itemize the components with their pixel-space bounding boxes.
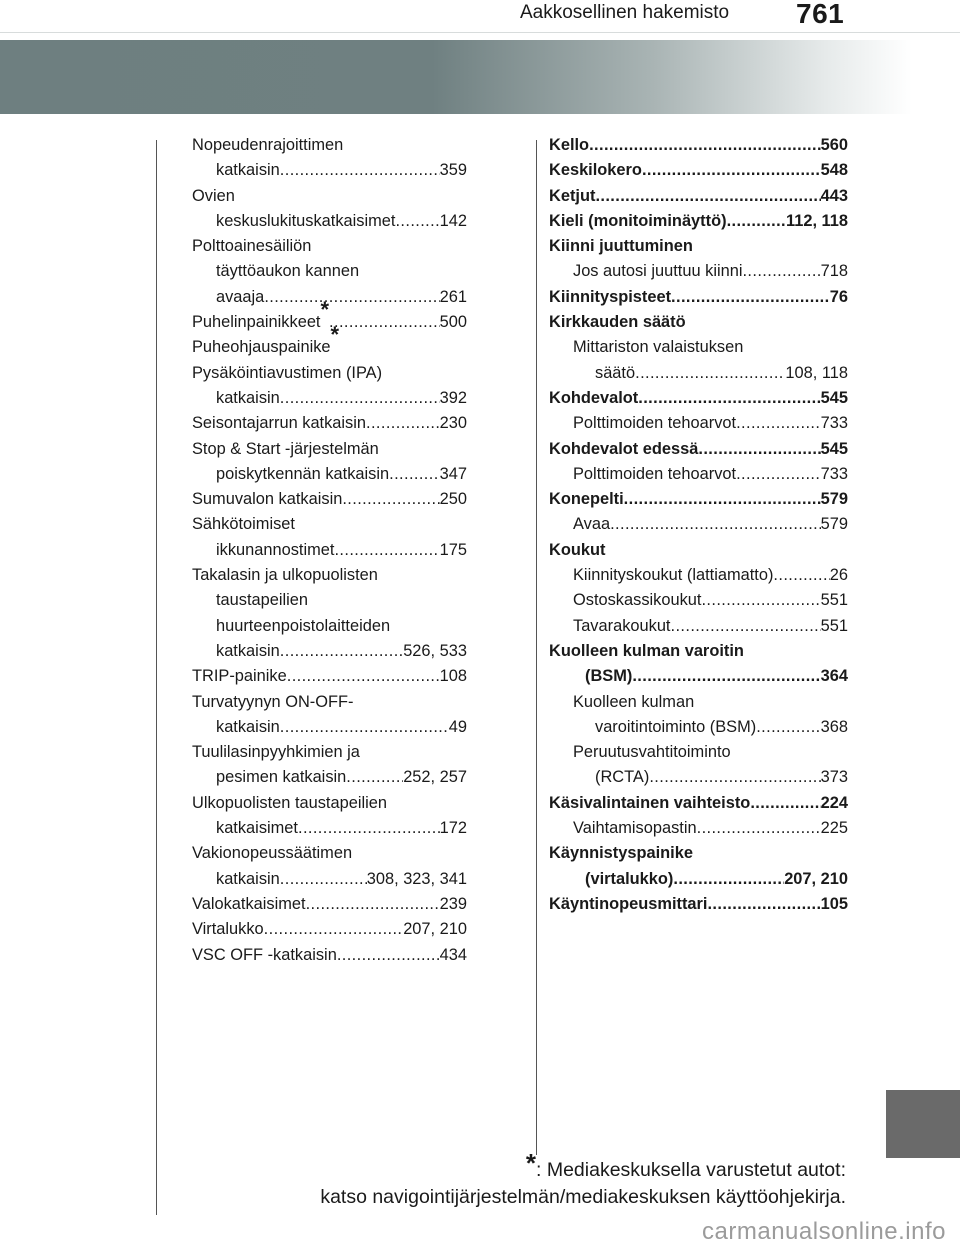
index-entry-term: Ostoskassikoukut: [573, 591, 702, 610]
index-entry-term: Peruutusvahtitoiminto: [573, 743, 731, 762]
index-entry-page: 718: [820, 262, 848, 281]
index-entry: [549, 588, 848, 613]
dot-leader: [366, 411, 440, 436]
index-entry: [192, 740, 467, 765]
index-entry: [192, 917, 467, 942]
index-entry-term: avaaja: [216, 287, 265, 306]
index-entry: [549, 841, 848, 866]
dot-leader: [727, 209, 786, 234]
index-entry-term: Seisontajarrun katkaisin: [192, 414, 367, 433]
index-entry-term: poiskytkennän katkaisin: [216, 464, 390, 483]
index-entry-page: 364: [820, 667, 848, 686]
dot-leader: [346, 765, 403, 790]
index-entry: [192, 386, 467, 411]
index-entry-term: (BSM): [585, 667, 633, 686]
index-entry-term: Vaihtamisopastin: [573, 819, 697, 838]
dot-leader: [264, 917, 404, 942]
index-entry: [549, 740, 848, 765]
index-entry-page: 359: [439, 161, 467, 180]
index-entry-term: Kiinnityskoukut (lattiamatto): [573, 566, 774, 585]
index-entry: [549, 209, 848, 234]
index-entry: [192, 614, 467, 639]
dot-leader: [610, 512, 821, 537]
index-entry: [192, 765, 467, 790]
index-entry: [549, 639, 848, 664]
index-entry-page: 733: [820, 464, 848, 483]
index-entry-term: katkaisin: [216, 161, 280, 180]
index-entry-page: 230: [439, 414, 467, 433]
dot-leader: [337, 943, 440, 968]
index-entry: [549, 614, 848, 639]
index-entry-page: 545: [820, 388, 848, 407]
index-entry-page: 373: [820, 768, 848, 787]
index-entry-page: 545: [820, 439, 848, 458]
index-entry: [549, 462, 848, 487]
index-entry: [192, 361, 467, 386]
index-entry: [192, 487, 467, 512]
dot-leader: [280, 158, 440, 183]
index-entry: [192, 259, 467, 284]
index-entry-page: 560: [820, 136, 848, 154]
index-entry-page: 579: [820, 490, 848, 509]
index-entry-term: Ovien: [192, 186, 235, 205]
index-entry-term: Virtalukko: [192, 920, 264, 939]
index-entry-term: Kuolleen kulman: [573, 692, 695, 711]
dot-leader: [389, 462, 440, 487]
index-entry-term: Vakionopeussäätimen: [192, 844, 353, 863]
index-entry-term: Pysäköintiavustimen (IPA): [192, 363, 383, 382]
index-entry: [192, 816, 467, 841]
dot-leader: [298, 816, 440, 841]
index-entry-page: 207, 210: [784, 869, 848, 888]
index-entry: [192, 791, 467, 816]
index-entry-term: Käsivalintainen vaihteisto: [549, 793, 751, 812]
index-column-right: [549, 133, 848, 917]
index-entry: [549, 816, 848, 841]
dot-leader: [635, 361, 785, 386]
index-entry-page: 733: [820, 414, 848, 433]
index-entry: [192, 664, 467, 689]
index-entry: [549, 234, 848, 259]
index-entry: [192, 158, 467, 183]
index-entry: [549, 361, 848, 386]
index-entry-term: Sähkötoimiset: [192, 515, 295, 534]
index-entry-page: 368: [820, 717, 848, 736]
index-entry-page: 105: [820, 894, 848, 913]
index-entry-page: 239: [439, 894, 467, 913]
index-entry-term: (RCTA): [595, 768, 650, 787]
index-entry-page: 76: [829, 287, 848, 306]
index-entry: [192, 867, 467, 892]
index-entry-term: katkaisin: [216, 717, 280, 736]
index-entry: [192, 892, 467, 917]
index-entry-term: katkaisin: [216, 641, 280, 660]
index-entry-page: 347: [439, 464, 467, 483]
index-entry-page: 500: [439, 313, 467, 332]
index-entry-term: Kiinni juuttuminen: [549, 237, 693, 256]
column-divider: [536, 140, 537, 1155]
index-entry: [549, 867, 848, 892]
watermark: carmanualsonline.info: [702, 1218, 946, 1245]
footnote-ref: *: [320, 297, 330, 323]
index-entry: [549, 715, 848, 740]
index-entry-term: Stop & Start -järjestelmän: [192, 439, 379, 458]
index-entry-page: 112, 118: [786, 211, 848, 230]
index-entry-page: 252, 257: [403, 768, 467, 787]
index-entry-term: pesimen katkaisin: [216, 768, 347, 787]
index-entry-term: Takalasin ja ulkopuolisten: [192, 566, 378, 585]
index-entry: [549, 411, 848, 436]
index-entry-term: Kieli (monitoiminäyttö): [549, 211, 727, 230]
dot-leader: [329, 310, 440, 335]
index-entry-term: Tuulilasinpyyhkimien ja: [192, 743, 360, 762]
index-entry: [192, 209, 467, 234]
index-entry-term: Koukut: [549, 540, 606, 559]
index-entry: [549, 184, 848, 209]
index-entry-term: säätö: [595, 363, 636, 382]
index-entry-page: 108, 118: [785, 363, 848, 382]
dot-leader: [589, 133, 821, 158]
footnote-line-1: [226, 1148, 846, 1184]
index-entry: [549, 310, 848, 335]
dot-leader: [624, 487, 821, 512]
left-margin-rule: [156, 140, 157, 1215]
index-entry: [192, 563, 467, 588]
index-entry: [192, 411, 467, 436]
index-entry-page: 434: [439, 945, 467, 964]
dot-leader: [306, 892, 440, 917]
dot-leader: [736, 462, 821, 487]
index-entry-page: 443: [820, 186, 848, 205]
section-title: Aakkosellinen hakemisto: [520, 2, 730, 23]
index-entry-term: Valokatkaisimet: [192, 894, 306, 913]
index-entry: [192, 297, 467, 335]
index-entry: [192, 184, 467, 209]
index-entry-term: ikkunannostimet: [216, 540, 335, 559]
index-entry-page: 108: [439, 667, 467, 686]
index-entry: [549, 133, 848, 158]
index-entry-page: 26: [829, 566, 848, 585]
index-entry-term: TRIP-painike: [192, 667, 287, 686]
index-entry: [549, 563, 848, 588]
index-entry-term: katkaisin: [216, 388, 280, 407]
dot-leader: [642, 158, 821, 183]
index-entry: [192, 715, 467, 740]
index-entry-term: Avaa: [573, 515, 611, 534]
index-entry-term: Polttimoiden tehoarvot: [573, 414, 737, 433]
index-entry-term: Puheohjauspainike: [192, 338, 331, 357]
index-entry: [192, 690, 467, 715]
dot-leader: [671, 285, 830, 310]
dot-leader: [395, 209, 439, 234]
index-entry-term: Mittariston valaistuksen: [573, 338, 744, 357]
index-entry-term: varoitintoiminto (BSM): [595, 717, 757, 736]
index-entry-term: Kuolleen kulman varoitin: [549, 641, 744, 660]
index-entry: [549, 791, 848, 816]
index-entry-term: huurteenpoistolaitteiden: [216, 616, 391, 635]
index-entry: [192, 943, 467, 968]
dot-leader: [287, 664, 440, 689]
dot-leader: [649, 765, 820, 790]
index-entry-page: 261: [439, 287, 467, 306]
dot-leader: [673, 867, 784, 892]
index-entry-page: 207, 210: [403, 920, 467, 939]
header-band: [0, 40, 960, 114]
index-entry: [549, 765, 848, 790]
index-entry-term: Kohdevalot edessä: [549, 439, 699, 458]
index-entry: [549, 335, 848, 360]
dot-leader: [750, 791, 820, 816]
footnote: [226, 1148, 846, 1211]
index-entry: [549, 259, 848, 284]
index-entry-term: katkaisin: [216, 869, 280, 888]
dot-leader: [595, 184, 820, 209]
index-entry-term: VSC OFF -katkaisin: [192, 945, 337, 964]
dot-leader: [280, 386, 440, 411]
dot-leader: [736, 411, 821, 436]
index-entry-term: (virtalukko): [585, 869, 674, 888]
index-entry-page: 526, 533: [403, 641, 467, 660]
index-entry: [192, 234, 467, 259]
dot-leader: [697, 816, 821, 841]
index-entry-page: 548: [820, 161, 848, 180]
page-number: 761: [796, 0, 845, 29]
index-entry-page: 142: [439, 211, 467, 230]
footnote-ref: *: [330, 322, 340, 348]
index-entry-term: Puhelinpainikkeet: [192, 313, 321, 332]
index-entry-page: 551: [820, 616, 848, 635]
footnote-line-2: katso navigointijärjestelmän/mediakeskuksen käyttöohjekirja.: [320, 1186, 846, 1208]
index-entry-term: Keskilokero: [549, 161, 642, 180]
footnote-text-1: : Mediakeskuksella varustetut autot:: [536, 1159, 846, 1181]
index-entry-page: 49: [448, 717, 467, 736]
index-entry-term: Ulkopuolisten taustapeilien: [192, 793, 387, 812]
index-entry: [192, 841, 467, 866]
dot-leader: [742, 259, 820, 284]
header-top-rule: [0, 32, 960, 33]
index-entry: [192, 133, 467, 158]
index-entry-term: Polttoainesäiliön: [192, 237, 312, 256]
index-entry-page: 172: [439, 819, 467, 838]
index-entry-page: 579: [820, 515, 848, 534]
index-entry: [192, 462, 467, 487]
index-entry-term: Turvatyynyn ON-OFF-: [192, 692, 354, 711]
index-entry-page: 551: [820, 591, 848, 610]
index-entry-term: Kello: [549, 136, 590, 154]
index-entry: [549, 386, 848, 411]
dot-leader: [632, 664, 820, 689]
dot-leader: [280, 867, 367, 892]
index-entry: [549, 158, 848, 183]
index-entry-term: Nopeudenrajoittimen: [192, 136, 344, 154]
index-entry: [549, 892, 848, 917]
index-entry-term: Kohdevalot: [549, 388, 639, 407]
dot-leader: [280, 639, 403, 664]
index-entry-term: katkaisimet: [216, 819, 298, 838]
index-entry: [549, 664, 848, 689]
index-entry: [549, 538, 848, 563]
index-entry-page: 308, 323, 341: [366, 869, 467, 888]
footnote-marker: *: [525, 1148, 536, 1178]
index-entry-term: keskuslukituskatkaisimet: [216, 211, 396, 230]
dot-leader: [638, 386, 820, 411]
dot-leader: [342, 487, 439, 512]
dot-leader: [773, 563, 829, 588]
index-entry: [549, 690, 848, 715]
index-entry: [549, 487, 848, 512]
dot-leader: [698, 437, 820, 462]
index-entry: [192, 285, 467, 310]
index-entry: [549, 512, 848, 537]
index-entry-term: Konepelti: [549, 490, 624, 509]
index-entry-term: Käyntinopeusmittari: [549, 894, 708, 913]
index-entry: [192, 538, 467, 563]
index-entry-term: Polttimoiden tehoarvot: [573, 464, 737, 483]
index-entry-term: Kiinnityspisteet: [549, 287, 672, 306]
index-column-left: [192, 133, 467, 968]
index-entry-term: täyttöaukon kannen: [216, 262, 360, 281]
dot-leader: [671, 614, 821, 639]
index-entry: [549, 285, 848, 310]
index-entry: [192, 512, 467, 537]
dot-leader: [264, 285, 439, 310]
index-entry-page: 250: [439, 490, 467, 509]
dot-leader: [756, 715, 820, 740]
index-entry-term: Kirkkauden säätö: [549, 313, 686, 332]
index-entry-term: Sumuvalon katkaisin: [192, 490, 343, 509]
index-entry-term: Käynnistyspainike: [549, 844, 693, 863]
index-entry: [192, 437, 467, 462]
index-entry-page: 225: [820, 819, 848, 838]
dot-leader: [280, 715, 449, 740]
index-entry-page: 392: [439, 388, 467, 407]
index-entry-term: Tavarakoukut: [573, 616, 671, 635]
index-entry-term: Ketjut: [549, 186, 596, 205]
section-thumb-tab: [886, 1090, 960, 1158]
index-entry: [549, 437, 848, 462]
index-entry-term: taustapeilien: [216, 591, 309, 610]
index-entry: [192, 639, 467, 664]
dot-leader: [707, 892, 820, 917]
index-entry-page: 175: [439, 540, 467, 559]
dot-leader: [334, 538, 439, 563]
index-entry: [192, 588, 467, 613]
index-entry-term: Jos autosi juuttuu kiinni: [573, 262, 743, 281]
dot-leader: [701, 588, 820, 613]
index-entry-page: 224: [820, 793, 848, 812]
